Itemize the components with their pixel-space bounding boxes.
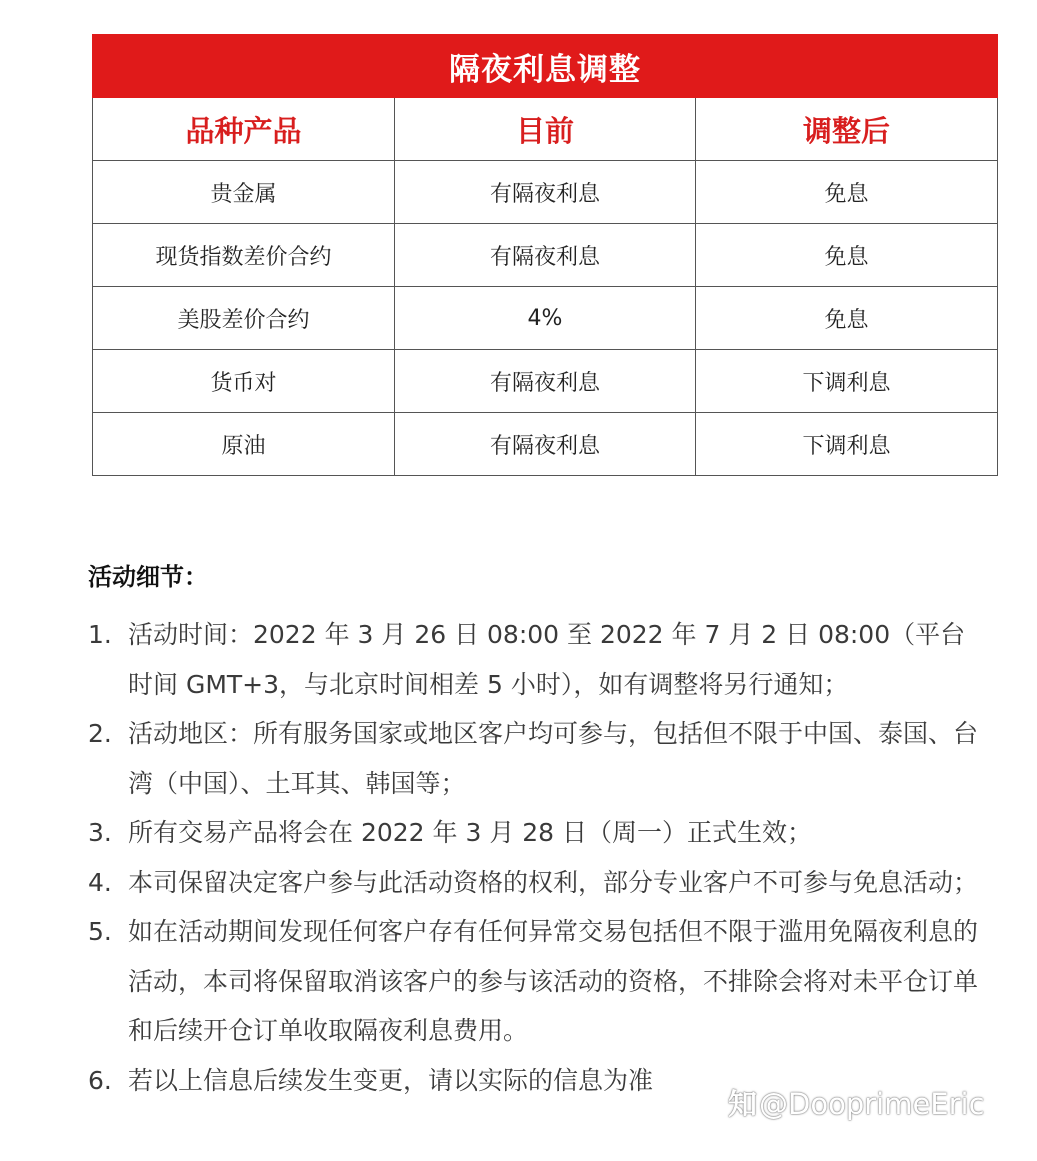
- cell-current: 有隔夜利息: [395, 413, 696, 476]
- header-adjusted: 调整后: [696, 98, 998, 161]
- item-number: 5.: [88, 917, 112, 946]
- list-item: [88, 858, 988, 908]
- item-text: 如在活动期间发现任何客户存有任何异常交易包括但不限于滥用免隔夜利息的活动，本司将保留取消该客户的参与该活动的资格，不排除会将对未平仓订单和后续开仓订单收取隔夜利息费用。: [128, 917, 979, 1045]
- table-row: [93, 161, 998, 224]
- cell-product: 美股差价合约: [93, 287, 395, 350]
- table-title: 隔夜利息调整: [93, 35, 998, 98]
- header-product: 品种产品: [93, 98, 395, 161]
- item-number: 6.: [88, 1065, 112, 1095]
- table-row: [93, 224, 998, 287]
- table-header-row: [93, 98, 998, 161]
- item-text: 活动时间：2022 年 3 月 26 日 08:00 至 2022 年 7 月 2 日 08:00（平台时间 GMT+3，与北京时间相差 5 小时），如有调整将另行通知；: [128, 620, 966, 699]
- cell-product: 贵金属: [93, 161, 395, 224]
- overnight-interest-table: [92, 34, 998, 476]
- list-item: [88, 907, 988, 1056]
- cell-adjusted: 免息: [696, 287, 998, 350]
- details-heading: 活动细节：: [88, 563, 208, 591]
- cell-product: 现货指数差价合约: [93, 224, 395, 287]
- item-text: 本司保留决定客户参与此活动资格的权利，部分专业客户不可参与免息活动；: [128, 867, 979, 897]
- list-item: [88, 808, 988, 858]
- table-row: [93, 287, 998, 350]
- watermark: [728, 1082, 985, 1123]
- header-current: 目前: [395, 98, 696, 161]
- item-number: 3.: [88, 818, 112, 847]
- cell-product: 货币对: [93, 350, 395, 413]
- item-number: 4.: [88, 867, 112, 897]
- cell-adjusted: 免息: [696, 224, 998, 287]
- cell-adjusted: 下调利息: [696, 413, 998, 476]
- watermark-text: @DooprimeEric: [759, 1087, 985, 1121]
- cell-current: 4%: [395, 287, 696, 350]
- cell-adjusted: 免息: [696, 161, 998, 224]
- details-list: [88, 610, 988, 1105]
- overnight-interest-table-container: [92, 34, 997, 476]
- cell-adjusted: 下调利息: [696, 350, 998, 413]
- activity-details: [88, 560, 988, 1105]
- cell-current: 有隔夜利息: [395, 161, 696, 224]
- cell-current: 有隔夜利息: [395, 350, 696, 413]
- item-text: 所有交易产品将会在 2022 年 3 月 28 日（周一）正式生效；: [128, 818, 813, 847]
- table-row: [93, 350, 998, 413]
- cell-product: 原油: [93, 413, 395, 476]
- cell-current: 有隔夜利息: [395, 224, 696, 287]
- item-number: 1.: [88, 620, 112, 649]
- list-item: [88, 610, 988, 709]
- item-number: 2.: [88, 719, 112, 748]
- table-row: [93, 413, 998, 476]
- list-item: [88, 709, 988, 808]
- table-title-row: [93, 35, 998, 98]
- zhihu-logo-icon: 知: [728, 1087, 758, 1121]
- item-text: 活动地区：所有服务国家或地区客户均可参与，包括但不限于中国、泰国、台湾（中国）、土耳其、韩国等；: [128, 719, 979, 798]
- item-text: 若以上信息后续发生变更，请以实际的信息为准: [128, 1065, 654, 1095]
